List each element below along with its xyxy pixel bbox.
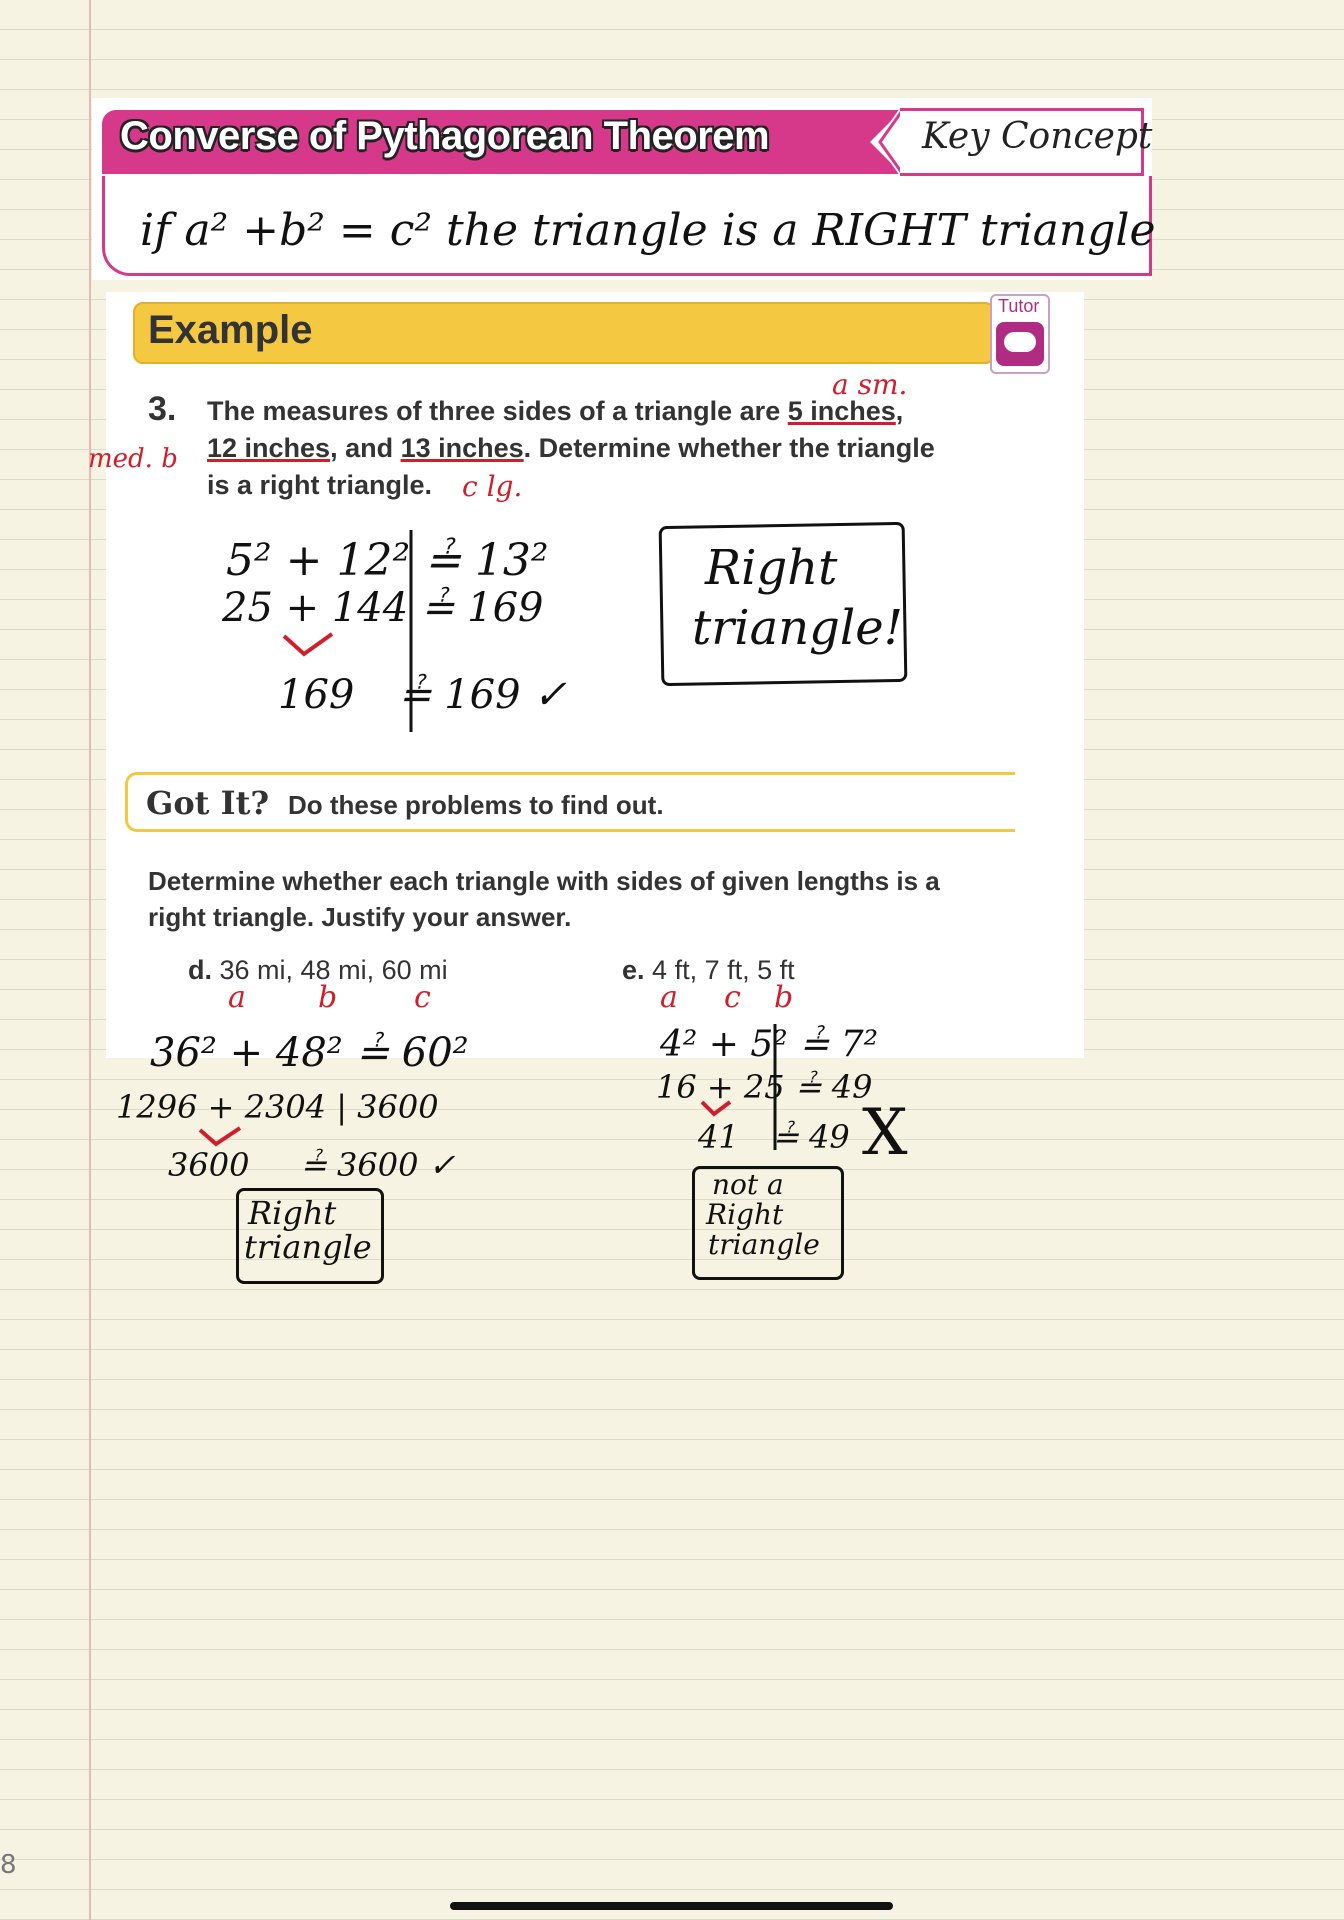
problem-e-label-a: a (660, 980, 678, 1015)
side-12-inches: 12 inches (207, 433, 331, 463)
problem-d-work-line-1: 36² + 48² ≟ 60² (150, 1030, 469, 1076)
example-title: Example (148, 308, 313, 352)
work-line-3-left: 169 (278, 672, 355, 718)
problem-d-label-c: c (414, 980, 431, 1015)
annotation-c-large: c lg. (462, 470, 523, 503)
problem-e-label: e. (622, 955, 645, 985)
problem-text: , (895, 396, 904, 426)
got-it-title: Got It? (146, 784, 270, 822)
problem-d-result-line-2: triangle (244, 1228, 372, 1266)
problem-e-text: 4 ft, 7 ft, 5 ft (652, 955, 795, 985)
problem-e-result-line-1: not a (712, 1168, 784, 1201)
problem-d-work-line-2: 1296 + 2304 | 3600 (116, 1088, 439, 1126)
key-concept-statement: if a² +b² = c² the triangle is a RIGHT triangle (140, 205, 1156, 256)
problem-d-text: 36 mi, 48 mi, 60 mi (219, 955, 448, 985)
problem-e-x-mark: X (862, 1096, 908, 1170)
problem-line-3: is a right triangle. (207, 470, 433, 500)
instruction-line-1: Determine whether each triangle with sides of given lengths is a (148, 866, 940, 896)
problem-e (622, 955, 795, 986)
problem-e-work-line-2: 16 + 25 ≟ 49 (656, 1068, 873, 1106)
problem-line-1 (207, 396, 903, 427)
notebook-margin-line (89, 0, 91, 1920)
side-13-inches: 13 inches (400, 433, 524, 463)
problem-e-result-line-3: triangle (708, 1228, 820, 1261)
key-concept-tab-label: Key Concept (922, 116, 1153, 157)
red-check-mark (280, 630, 340, 660)
tutor-label: Tutor (998, 296, 1040, 316)
problem-text: . Determine whether the triangle (523, 433, 935, 463)
key-concept-title: Converse of Pythagorean Theorem (120, 114, 770, 158)
work-line-2: 25 + 144 ≟ 169 (222, 585, 544, 631)
work-divider-line (408, 530, 414, 732)
problem-e-label-c: c (724, 980, 741, 1015)
problem-e-work-line-1: 4² + 5² ≟ 7² (660, 1024, 879, 1065)
problem-e-label-b: b (774, 980, 794, 1015)
problem-e-work-line-3-right: ≟ 49 (772, 1118, 850, 1156)
problem-e-work-line-3-left: 41 (698, 1118, 739, 1156)
problem-d-label: d. (188, 955, 212, 985)
side-5-inches: 5 inches (787, 396, 896, 426)
problem-d-result-line-1: Right (248, 1194, 337, 1232)
problem-e-divider-line (772, 1024, 778, 1150)
instruction-line-2: right triangle. Justify your answer. (148, 902, 572, 932)
problem-d-label-a: a (228, 980, 246, 1015)
problem-d-label-b: b (318, 980, 338, 1015)
work-line-3-right: ≟ 169 ✓ (398, 672, 567, 718)
home-indicator-bar[interactable] (450, 1902, 893, 1910)
problem-text: The measures of three sides of a triangle are (207, 396, 788, 426)
annotation-med-b: med. b (88, 444, 178, 474)
problem-d-work-line-3-left: 3600 (168, 1146, 250, 1184)
page-number: 8 (0, 1850, 17, 1880)
problem-text: , and (330, 433, 401, 463)
result-line-2: triangle! (692, 600, 903, 656)
problem-e-result-line-2: Right (706, 1198, 784, 1231)
problem-d-work-line-3-right: ≟ 3600 ✓ (300, 1146, 456, 1184)
speech-bubble-icon (1004, 332, 1036, 352)
problem-number: 3. (148, 390, 177, 428)
got-it-subtitle: Do these problems to find out. (288, 790, 664, 820)
annotation-a-small: a sm. (832, 368, 908, 401)
problem-line-2 (207, 433, 935, 464)
work-line-1: 5² + 12² ≟ 13² (226, 535, 549, 586)
problem-e-red-check (698, 1098, 734, 1120)
result-line-1: Right (705, 540, 838, 596)
